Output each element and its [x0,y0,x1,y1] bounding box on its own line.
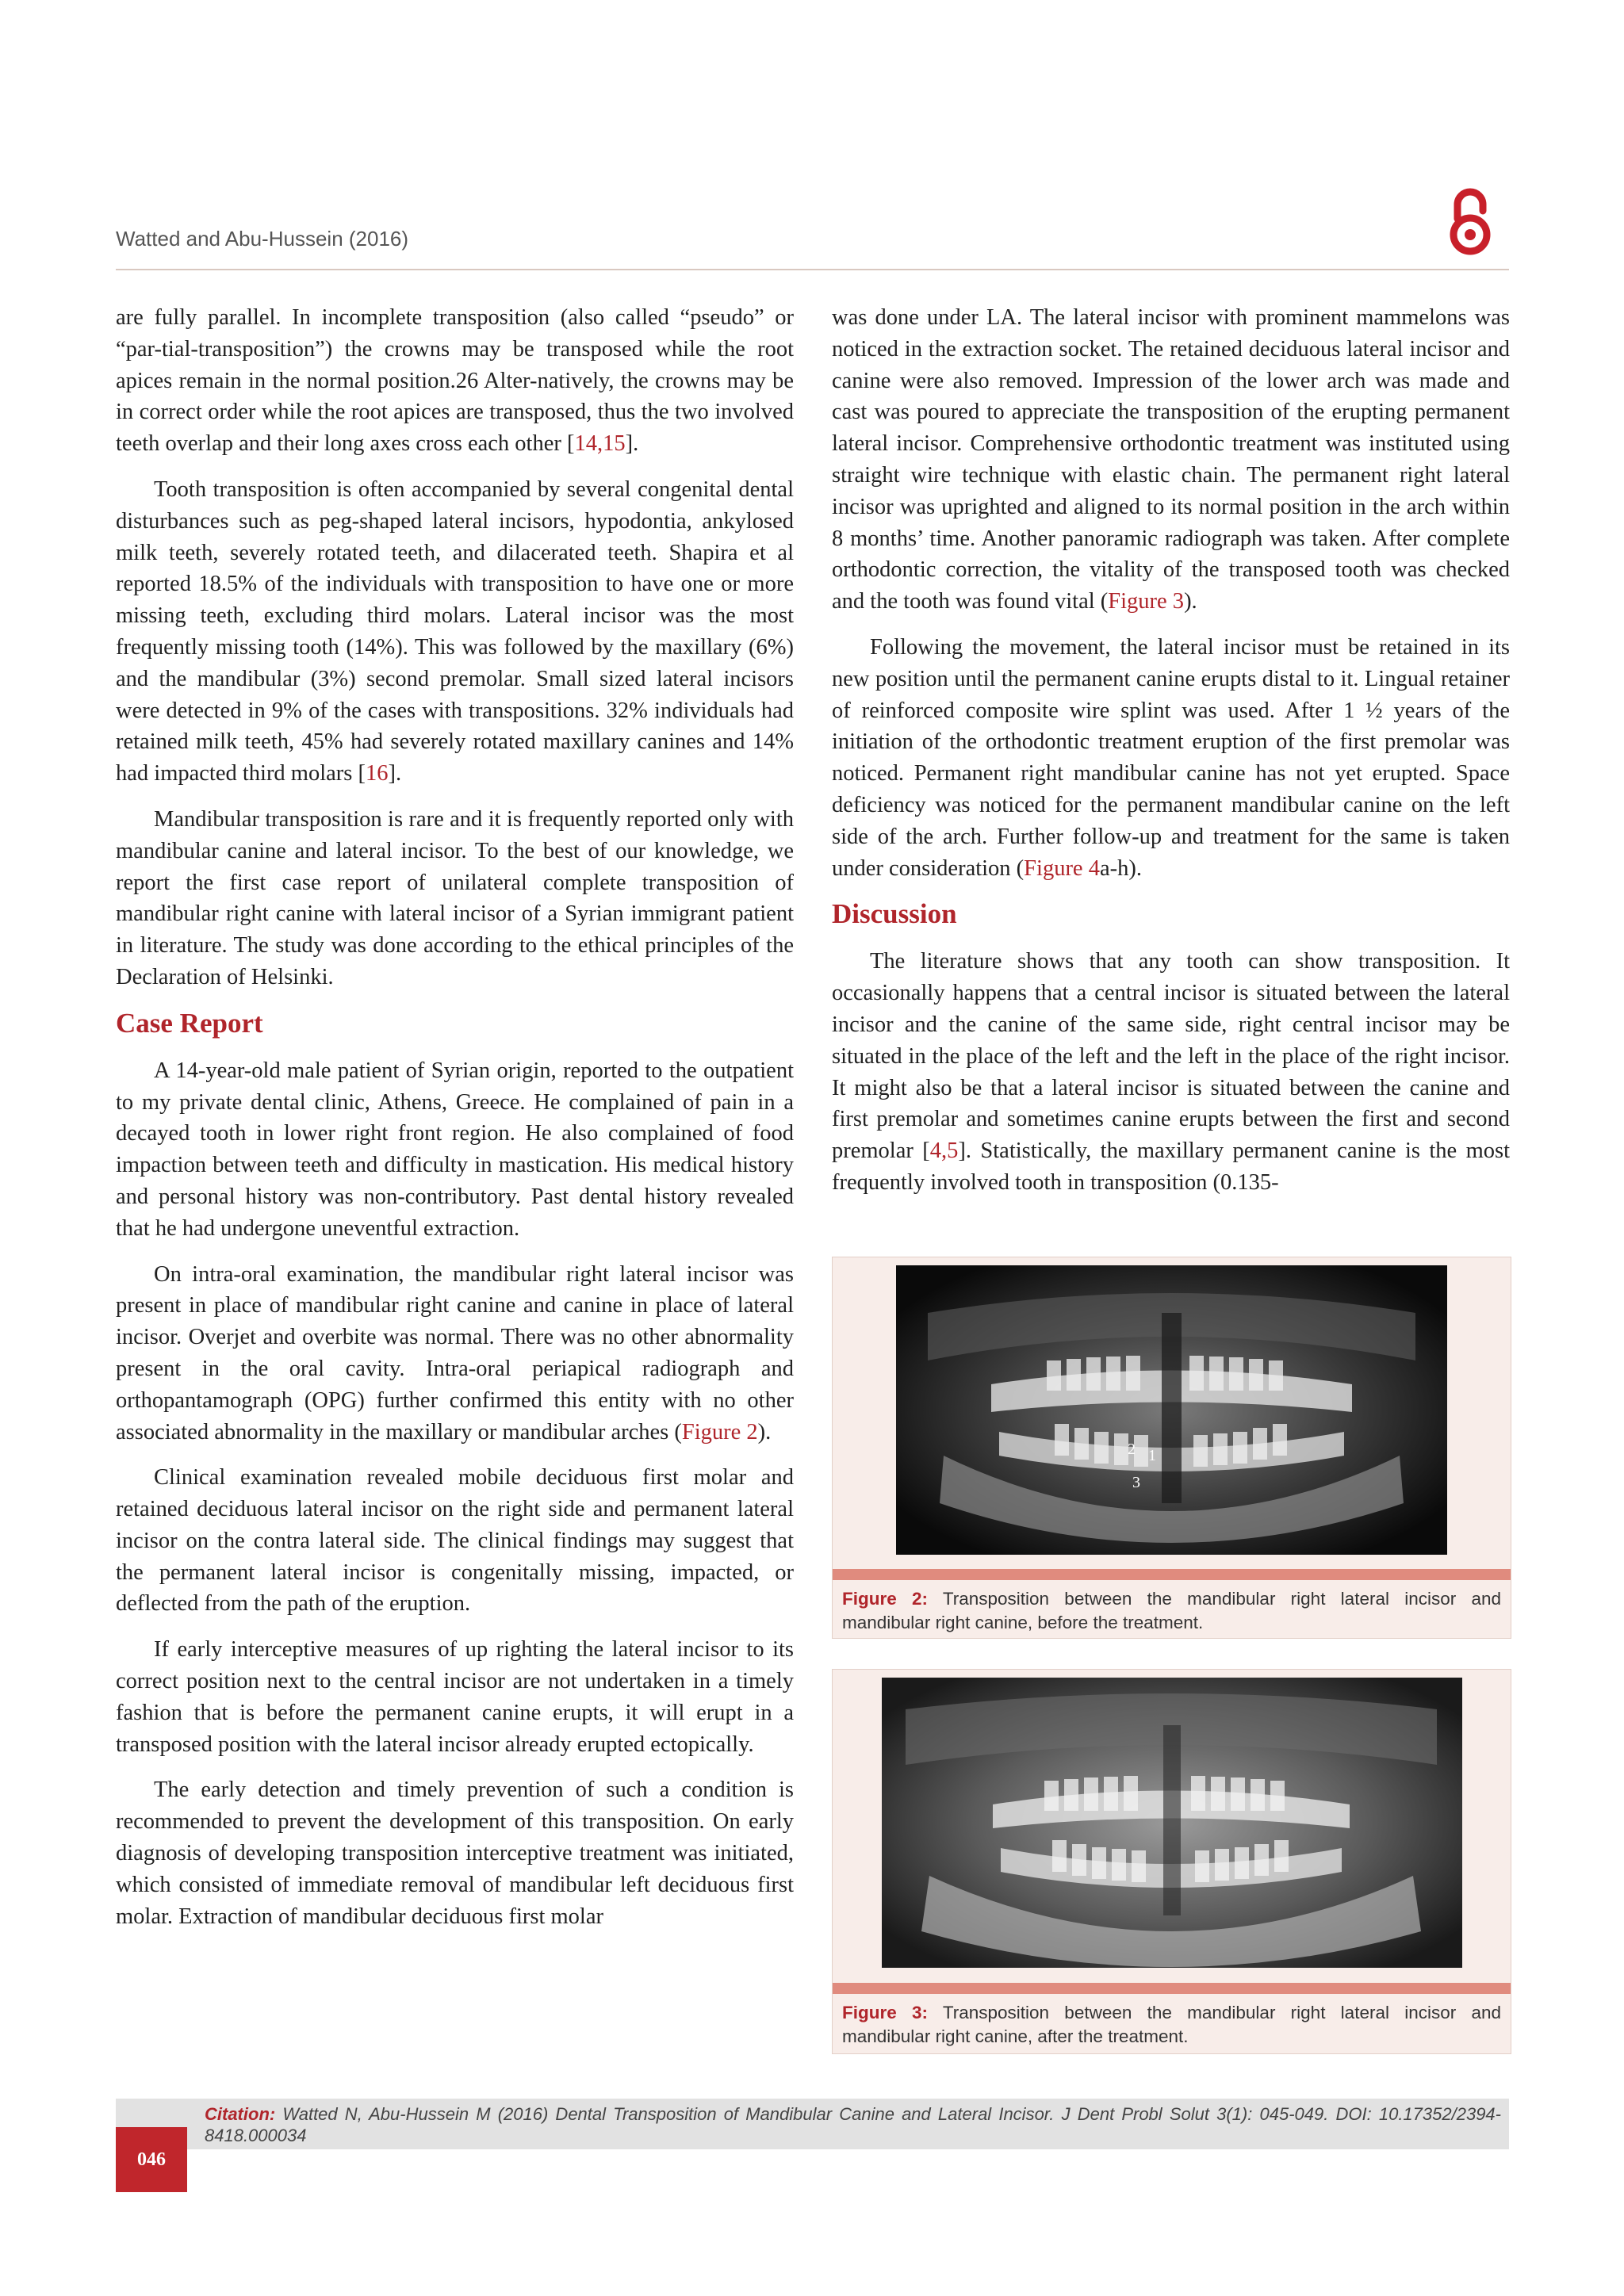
figure-3 [832,1669,1511,2054]
paragraph-text: Following the movement, the lateral incisor must be retained in its new position until the permanent canine erupts distal to it. Lingual retainer of reinforced composite wire splint was used. After 1 ½ years of the initiation of the orthodontic treatment eruption of the first premolar was noticed. Permanent right mandibular canine has not yet erupted. Space deficiency was noticed for the permanent mandibular canine on the left side of the arch. Further follow-up and treatment for the same is taken under consideration ( [832,634,1510,881]
figure-label: Figure 2: [842,1589,928,1609]
paragraph [832,946,1510,1198]
figure-link[interactable]: Figure 2 [681,1419,758,1445]
paragraph-text: a-h). [1099,855,1142,881]
paragraph-text: was done under LA. The lateral incisor with prominent mammelons was noticed in the extraction socket. The retained deciduous lateral incisor and canine were also removed. Impression of the lower arch was made and cast was poured to appreciate the transposition of the erupting permanent lateral incisor. Comprehensive orthodontic treatment was instituted using straight wire technique with elastic chain. The permanent right lateral incisor was uprighted and aligned to its normal position in the arch within 8 months’ time. Another panoramic radiograph was taken. After complete orthodontic correction, the vitality of the transposed tooth was checked and the tooth was found vital ( [832,305,1510,614]
paragraph-text: are fully parallel. In incomplete transposition (also called “pseudo” or “par-tial-transposition”) the crowns may be transposed while the root apices remain in the normal position.26 Alter-natively, the crowns may be in correct order while the root apices are transposed, thus the two involved teeth overlap and their long axes cross each other [ [116,305,794,457]
figure-divider [833,1569,1511,1580]
paragraph [116,474,794,790]
running-title: Watted and Abu-Hussein (2016) [116,227,409,251]
citation-bar [116,2099,1509,2149]
paragraph-text: On intra-oral examination, the mandibular right lateral incisor was present in place of mandibular right canine and canine in place of lateral incisor. Overjet and overbite was normal. There was no other abnormality present in the oral cavity. Intra-oral periapical radiograph and orthopantamograph (OPG) further confirmed this entity with no other associated abnormality in the maxillary or mandibular arches ( [116,1261,794,1445]
paragraph-text: Tooth transposition is often accompanied by several congenital dental disturbances such as peg-shaped lateral incisors, hypodontia, ankylosed milk teeth, severely rotated teeth, and dilacerated teeth. Shapira et al reported 18.5% of the individuals with transposition to have one or more missing teeth, excluding third molars. Lateral incisor was the most frequently missing tooth (14%). This was followed by the maxillary (6%) and the mandibular (3%) second premolar. Small sized lateral incisors were detected in 9% of the cases with transpositions. 32% individuals had retained milk teeth, 45% had severely rotated maxillary canines and 14% had impacted third molars [ [116,476,794,786]
page-number: 046 [116,2127,187,2192]
open-access-icon [1446,187,1494,257]
figure-2 [832,1257,1511,1639]
reference-link[interactable]: 16 [366,761,389,786]
paragraph-text: ]. Statistically, the maxillary permanent canine is the most frequently involved tooth in transposition (0.135- [832,1138,1510,1195]
paragraph [116,1259,794,1448]
citation-text: Watted N, Abu-Hussein M (2016) Dental Transposition of Mandibular Canine and Lateral Incisor. J Dent Probl Solut 3(1): 045-049. DOI: 10.17352/2394-8418.000034 [205,2104,1501,2145]
paragraph [832,302,1510,618]
paragraph-text: ). [757,1419,772,1445]
reference-link[interactable]: 14,15 [574,431,626,457]
figure-2-caption [842,1587,1501,1635]
right-column [832,302,1510,1213]
paragraph [116,302,794,460]
figure-label: Figure 3: [842,2003,928,2022]
paragraph-text: The literature shows that any tooth can show transposition. It occasionally happens that a central incisor is situated between the lateral incisor and the canine of the same side, right central incisor may be situated in the place of the left and the left in the place of the right incisor. It might also be that a lateral incisor is situated between the canine and first premolar and sometimes canine erupts between the first and second premolar [ [832,949,1510,1164]
caption-text: Transposition between the mandibular right lateral incisor and mandibular right canine, before the treatment. [842,1589,1501,1632]
caption-text: Transposition between the mandibular right lateral incisor and mandibular right canine, after the treatment. [842,2003,1501,2046]
tooth-marker-1: 1 [1148,1447,1156,1464]
tooth-marker-2: 2 [1128,1441,1136,1458]
paragraph: A 14-year-old male patient of Syrian origin, reported to the outpatient to my private dental clinic, Athens, Greece. He complained of pain in a decayed tooth in lower right front region. He also complained of food impaction between teeth and difficulty in mastication. His medical history and personal history was non-contributory. Past dental history revealed that he had undergone uneventful extraction. [116,1058,794,1241]
paragraph: If early interceptive measures of up righting the lateral incisor to its correct position next to the central incisor are not undertaken in a timely fashion that is before the permanent canine erupts, it will erupt in a transposed position with the lateral incisor already erupted ectopically. [116,1637,794,1757]
paragraph-text: ]. [388,761,402,786]
header-divider [116,269,1509,270]
paragraph: Mandibular transposition is rare and it is frequently reported only with mandibular canine and lateral incisor. To the best of our knowledge, we report the first case report of unilateral complete transposition of mandibular right canine with lateral incisor of a Syrian immigrant patient in literature. The study was done according to the ethical principles of the Declaration of Helsinki. [116,806,794,989]
section-heading-case-report: Case Report [116,1007,263,1039]
panoramic-radiograph-after [882,1678,1462,1968]
figure-3-caption [842,2001,1501,2049]
paragraph [832,632,1510,884]
citation [205,2103,1501,2146]
paragraph: Clinical examination revealed mobile deciduous first molar and retained deciduous lateral incisor on the right side and permanent lateral incisor on the contra lateral side. The clinical findings may suggest that the permanent lateral incisor is congenitally missing, impacted, or deflected from the path of the eruption. [116,1465,794,1617]
left-column [116,302,794,1946]
figure-divider [833,1983,1511,1994]
tooth-marker-3: 3 [1132,1474,1140,1491]
figure-link[interactable]: Figure 4 [1024,855,1100,881]
paragraph-text: ). [1184,589,1197,614]
reference-link[interactable]: 4,5 [929,1138,959,1164]
paragraph: The early detection and timely prevention of such a condition is recommended to prevent the development of this transposition. On early diagnosis of developing transposition interceptive treatment was initiated, which consisted of immediate removal of mandibular left deciduous first molar. Extraction of mandibular deciduous first molar [116,1777,794,1929]
panoramic-radiograph-before [896,1265,1447,1555]
section-heading-discussion: Discussion [832,898,957,930]
citation-label: Citation: [205,2104,276,2124]
paragraph-text: ]. [625,431,639,457]
figure-link[interactable]: Figure 3 [1108,589,1185,614]
